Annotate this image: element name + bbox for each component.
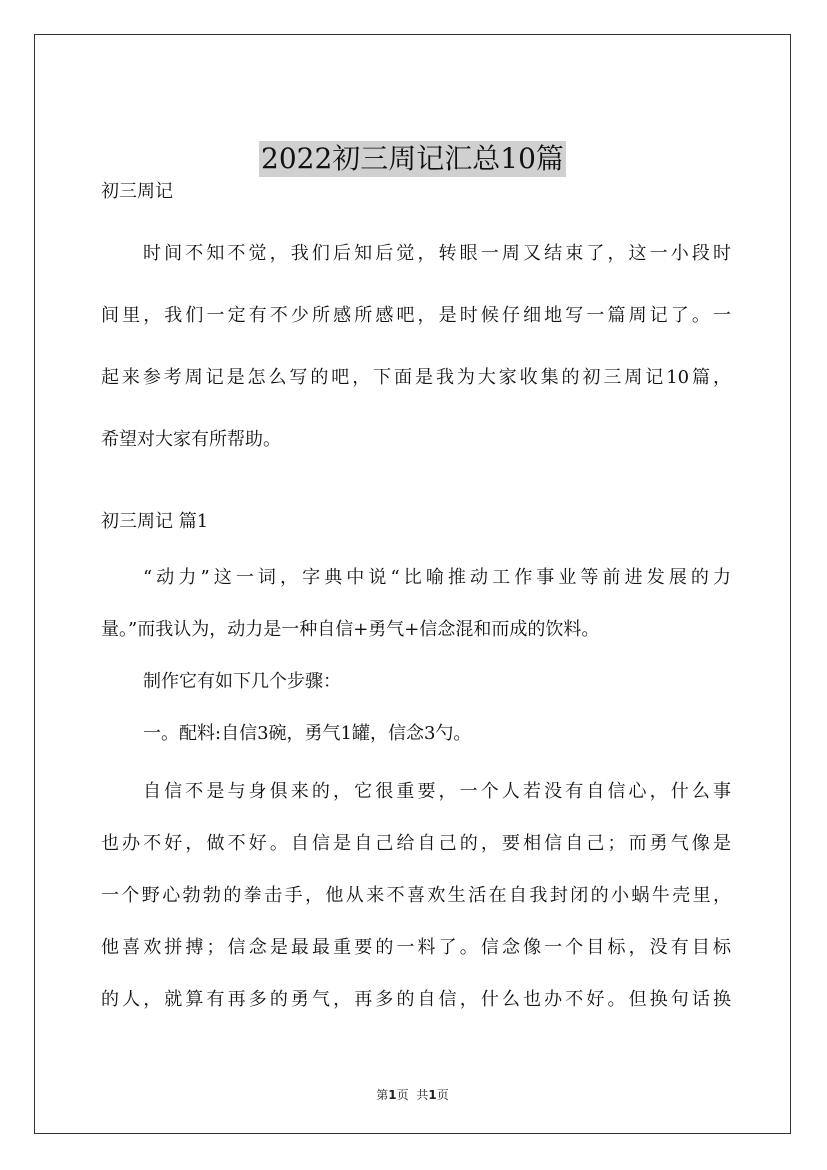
article-line: 一个野心勃勃的拳击手，他从来不喜欢生活在自我封闭的小蜗牛壳里， <box>101 885 731 906</box>
document-page <box>34 34 791 1134</box>
page-footer <box>35 1086 790 1103</box>
article-line: 也办不好，做不好。自信是自己给自己的，要相信自己；而勇气像是 <box>101 833 731 854</box>
article-line: 一。配料:自信3碗，勇气1罐，信念3勺。 <box>143 723 472 744</box>
article-line: 他喜欢拼搏；信念是最最重要的一料了。信念像一个目标，没有目标 <box>101 937 731 958</box>
page-unit: 页 <box>396 1088 409 1102</box>
intro-line: 时间不知不觉，我们后知后觉，转眼一周又结束了，这一小段时 <box>143 243 731 264</box>
section-heading: 初三周记 <box>101 181 173 202</box>
intro-line: 起来参考周记是怎么写的吧，下面是我为大家收集的初三周记10篇， <box>101 367 731 388</box>
intro-line: 希望对大家有所帮助。 <box>101 429 281 450</box>
article-line: 量。”而我认为，动力是一种自信+勇气+信念混和而成的饮料。 <box>101 619 600 640</box>
article-heading: 初三周记 篇1 <box>101 511 209 532</box>
page-prefix: 第 <box>376 1088 389 1102</box>
article-line: 自信不是与身俱来的，它很重要，一个人若没有自信心，什么事 <box>143 781 731 802</box>
total-prefix: 共 <box>416 1088 429 1102</box>
article-line: “动力”这一词，字典中说“比喻推动工作事业等前进发展的力 <box>143 567 731 588</box>
article-line: 制作它有如下几个步骤： <box>143 671 341 692</box>
title-wrap <box>35 141 790 177</box>
page-current: 1 <box>388 1088 397 1102</box>
document-title: 2022初三周记汇总10篇 <box>261 142 564 175</box>
page-total: 1 <box>428 1088 437 1102</box>
total-unit: 页 <box>436 1088 449 1102</box>
article-line: 的人，就算有再多的勇气，再多的自信，什么也办不好。但换句话换 <box>101 989 731 1010</box>
intro-line: 间里，我们一定有不少所感所感吧，是时候仔细地写一篇周记了。一 <box>101 305 731 326</box>
